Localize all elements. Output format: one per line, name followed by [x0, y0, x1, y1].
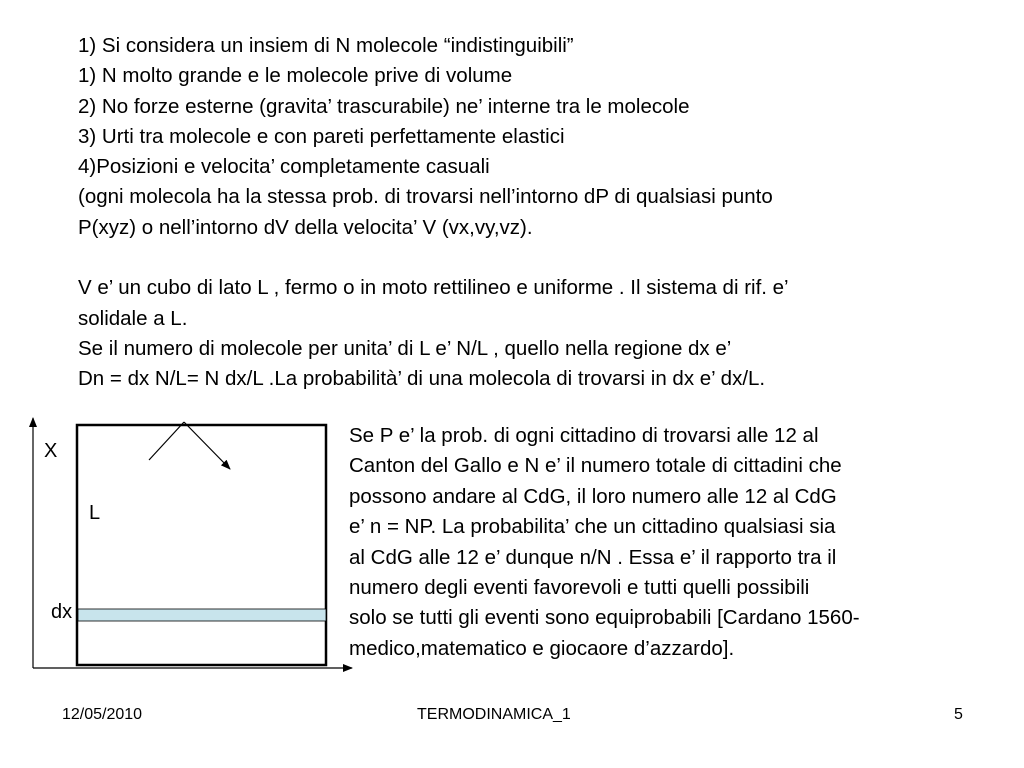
text-line: (ogni molecola ha la stessa prob. di trovarsi nell’intorno dP di qualsiasi punto	[78, 185, 773, 209]
dx-strip	[78, 609, 326, 621]
footer-date: 12/05/2010	[62, 706, 143, 723]
text-line: 1) Si considera un insiem di N molecole “indistinguibili”	[78, 34, 574, 57]
text-line: medico,matematico e giocaore d’azzardo].	[349, 636, 735, 660]
dx-label: dx	[51, 601, 73, 623]
text-line: Canton del Gallo e N e’ il numero totale di cittadini che	[349, 454, 842, 478]
text-line: 4)Posizioni e velocita’ completamente casuali	[78, 155, 490, 179]
text-line: 1) N molto grande e le molecole prive di volume	[78, 64, 513, 88]
text-line: solidale a L.	[78, 306, 188, 330]
right-text-block	[349, 421, 1009, 664]
cube-square	[77, 425, 326, 665]
text-line: Se il numero di molecole per unita’ di L e’ N/L , quello nella regione dx e’	[78, 336, 732, 360]
text-line: solo se tutti gli eventi sono equiprobabili [Cardano 1560-	[349, 606, 860, 630]
incoming-path	[149, 422, 184, 460]
text-line: 2) No forze esterne (gravita’ trascurabile) ne’ interne tra le molecole	[78, 94, 690, 118]
footer-page-number: 5	[954, 706, 963, 723]
cube-diagram	[0, 400, 360, 690]
x-axis-label: X	[44, 440, 58, 462]
text-line: Se P e’ la prob. di ogni cittadino di trovarsi alle 12 al	[349, 424, 819, 447]
text-line: 3) Urti tra molecole e con pareti perfettamente elastici	[78, 124, 565, 148]
top-text-block	[78, 31, 1008, 395]
text-line: e’ n = NP. La probabilita’ che un cittadino qualsiasi sia	[349, 515, 836, 539]
text-line: V e’ un cubo di lato L , fermo o in moto rettilineo e uniforme . Il sistema di rif. e’	[78, 276, 789, 300]
reflected-path	[184, 422, 230, 469]
side-length-label: L	[89, 502, 101, 524]
text-line: possono andare al CdG, il loro numero alle 12 al CdG	[349, 484, 837, 508]
text-line: Dn = dx N/L= N dx/L .La probabilità’ di una molecola di trovarsi in dx e’ dx/L.	[78, 367, 766, 391]
text-line: al CdG alle 12 e’ dunque n/N . Essa e’ il rapporto tra il	[349, 545, 837, 569]
footer-title: TERMODINAMICA_1	[417, 706, 571, 723]
text-line: P(xyz) o nell’intorno dV della velocita’ V (vx,vy,vz).	[78, 215, 533, 239]
text-line: numero degli eventi favorevoli e tutti quelli possibili	[349, 576, 810, 600]
blank-line	[78, 243, 1008, 273]
